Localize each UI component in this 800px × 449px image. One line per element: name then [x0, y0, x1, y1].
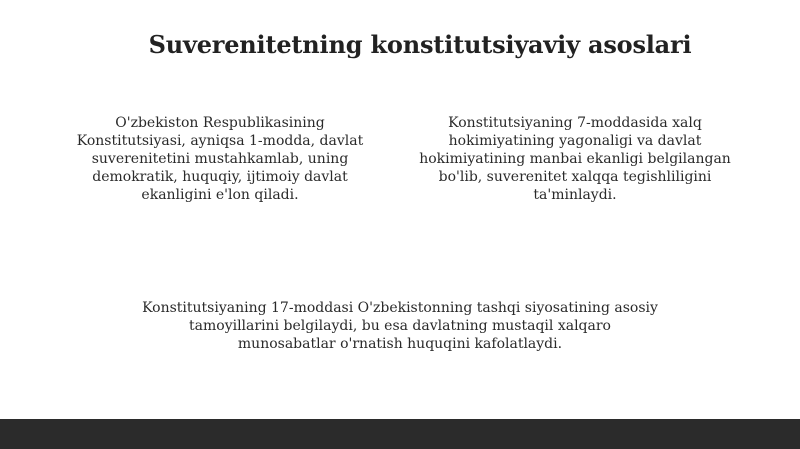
paragraph-article-1: O'zbekiston Respublikasining Konstitutsiyasi, ayniqsa 1-modda, davlat suverenitetini mustahkamlab, uning demokratik, huquqiy, ijtimoiy davlat ekanligini e'lon qiladi.	[76, 115, 364, 203]
paragraph-article-7: Konstitutsiyaning 7-moddasida xalq hokimiyatining yagonaligi va davlat hokimiyatining manbai ekanligi belgilangan bo'lib, suverenitet xalqqa tegishliligini ta'minlaydi.	[419, 115, 731, 203]
paragraph-article-17: Konstitutsiyaning 17-moddasi O'zbekistonning tashqi siyosatining asosiy tamoyillarini belgilaydi, bu esa davlatning mustaqil xalqaro munosabatlar o'rnatish huquqini kafolatlaydi.	[142, 300, 658, 352]
footer-bar	[0, 419, 800, 449]
slide-title: Suverenitetning konstitutsiyaviy asoslari	[148, 30, 692, 59]
